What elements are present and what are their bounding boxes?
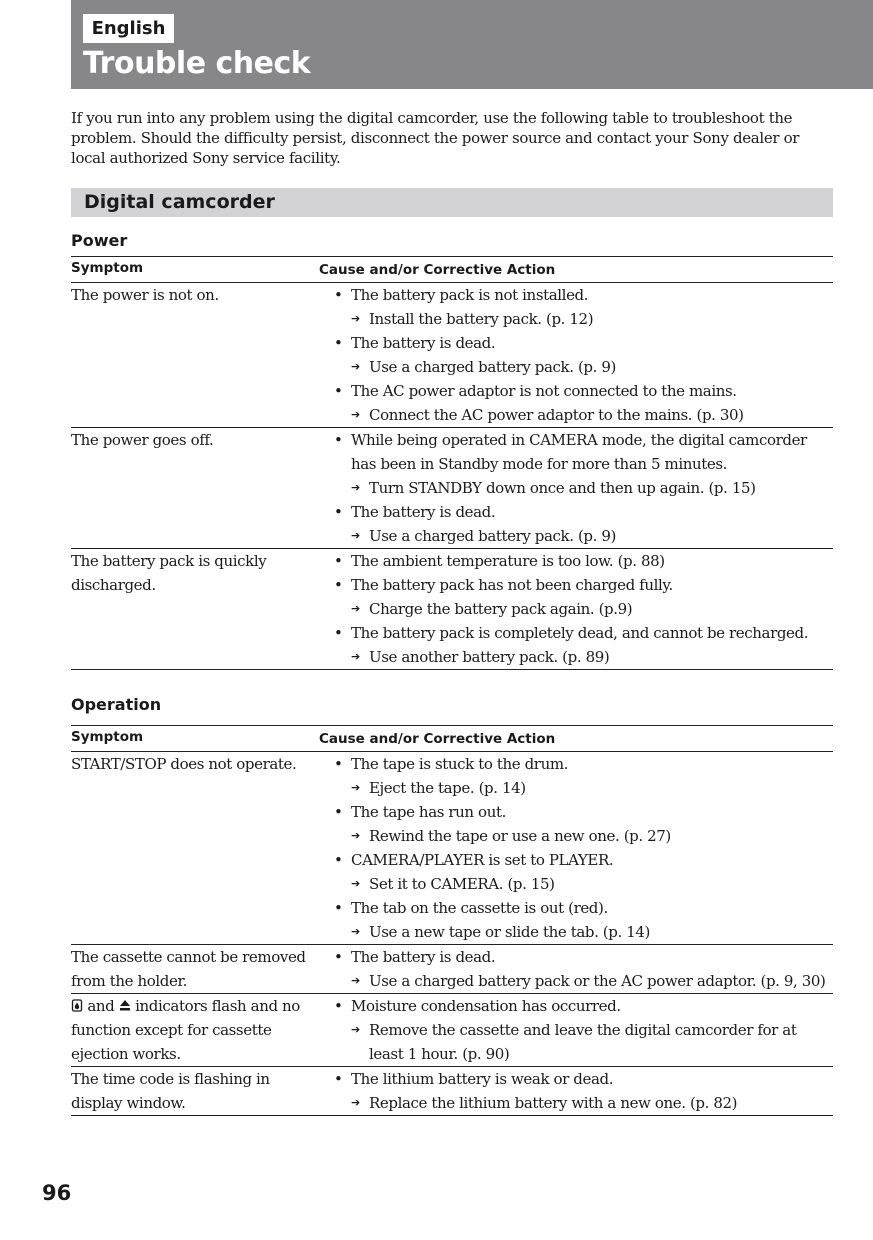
action-text: Replace the lithium battery with a new one. (p. 82) [369,1094,738,1112]
bullet-mark: • [334,997,343,1015]
cause-text: The ambient temperature is too low. (p. 88) [351,552,665,570]
action-text: Install the battery pack. (p. 12) [369,310,594,328]
cause-item [319,752,833,776]
cause-cell [319,283,833,427]
bullet-mark: • [334,1070,343,1088]
cause-text: The tape has run out. [351,803,506,821]
bullet-mark: • [334,286,343,304]
power-table [71,256,833,670]
symptom-cell [71,752,319,944]
arrow-icon: ➔ [351,877,360,890]
action-text: Eject the tape. (p. 14) [369,779,526,797]
action-text: Connect the AC power adaptor to the mains. (p. 30) [369,406,744,424]
symptom-header: Symptom [71,260,144,276]
arrow-icon: ➔ [351,781,360,794]
operation-heading: Operation [71,695,162,714]
cause-header: Cause and/or Corrective Action [319,262,556,278]
bullet-mark: • [334,382,343,400]
arrow-icon: ➔ [351,360,360,373]
corrective-action [319,969,833,993]
bullet-mark: • [334,576,343,594]
symptom-text: The power goes off. [71,431,214,449]
cause-item [319,379,833,403]
bullet-mark: • [334,624,343,642]
symptom-text: indicators flash and no function except for cassette ejection works. [71,997,300,1063]
cause-text: While being operated in CAMERA mode, the digital camcorder has been in Standby mode for more than 5 minutes. [351,431,807,473]
bullet-mark: • [334,899,343,917]
bullet-mark: • [334,552,343,570]
cause-item [319,848,833,872]
cause-text: The battery is dead. [351,334,496,352]
cause-text: The lithium battery is weak or dead. [351,1070,614,1088]
cause-text: The battery pack is completely dead, and cannot be recharged. [351,624,809,642]
bullet-mark: • [334,803,343,821]
arrow-icon: ➔ [351,529,360,542]
header-banner [71,0,873,89]
bullet-mark: • [334,334,343,352]
table-row [71,993,833,1066]
cause-item [319,549,833,573]
cause-cell [319,428,833,548]
table-header [71,257,833,283]
bullet-mark: • [334,431,343,449]
cause-item [319,428,833,476]
bullet-mark: • [334,851,343,869]
page-title: Trouble check [83,46,311,81]
operation-table [71,725,833,1116]
corrective-action [319,524,833,548]
corrective-action [319,920,833,944]
corrective-action [319,476,833,500]
symptom-and: and [87,997,115,1015]
section-title: Digital camcorder [84,191,275,213]
cause-item [319,283,833,307]
action-text: Use a charged battery pack or the AC power adaptor. (p. 9, 30) [369,972,826,990]
cause-text: The battery is dead. [351,503,496,521]
action-text: Use a new tape or slide the tab. (p. 14) [369,923,650,941]
page-number: 96 [42,1181,72,1205]
arrow-icon: ➔ [351,602,360,615]
cause-text: Moisture condensation has occurred. [351,997,621,1015]
table-row [71,1066,833,1115]
cause-item [319,573,833,597]
symptom-text: The time code is flashing in display window. [71,1070,270,1112]
cause-cell [319,1067,833,1115]
cause-item [319,800,833,824]
arrow-icon: ➔ [351,974,360,987]
action-text: Turn STANDBY down once and then up again. (p. 15) [369,479,756,497]
cause-text: The tab on the cassette is out (red). [351,899,608,917]
cause-cell [319,549,833,669]
action-text: Rewind the tape or use a new one. (p. 27) [369,827,671,845]
corrective-action [319,307,833,331]
cause-text: The battery pack is not installed. [351,286,589,304]
symptom-cell [71,945,319,993]
arrow-icon: ➔ [351,1096,360,1109]
action-text: Use a charged battery pack. (p. 9) [369,358,616,376]
corrective-action [319,824,833,848]
moisture-icon [71,999,83,1012]
cause-item [319,331,833,355]
symptom-text: The cassette cannot be removed from the holder. [71,948,306,990]
symptom-text: The battery pack is quickly discharged. [71,552,267,594]
arrow-icon: ➔ [351,650,360,663]
symptom-cell [71,1067,319,1115]
symptom-cell [71,549,319,669]
cause-text: The AC power adaptor is not connected to the mains. [351,382,737,400]
corrective-action [319,355,833,379]
cause-item [319,896,833,920]
cause-cell [319,945,833,993]
cause-item [319,500,833,524]
action-text: Remove the cassette and leave the digital camcorder for at least 1 hour. (p. 90) [369,1021,797,1063]
bullet-mark: • [334,503,343,521]
eject-icon [119,999,131,1012]
table-body [71,283,833,669]
power-heading: Power [71,231,128,250]
table-header [71,726,833,752]
corrective-action [319,776,833,800]
symptom-text: The power is not on. [71,286,219,304]
bullet-mark: • [334,948,343,966]
table-row [71,944,833,993]
arrow-icon: ➔ [351,408,360,421]
table-row [71,752,833,944]
table-row [71,548,833,669]
cause-text: CAMERA/PLAYER is set to PLAYER. [351,851,614,869]
cause-text: The battery is dead. [351,948,496,966]
corrective-action [319,1091,833,1115]
arrow-icon: ➔ [351,829,360,842]
arrow-icon: ➔ [351,312,360,325]
cause-item [319,945,833,969]
cause-text: The tape is stuck to the drum. [351,755,569,773]
symptom-cell [71,428,319,548]
symptom-header: Symptom [71,729,144,745]
intro-paragraph: If you run into any problem using the digital camcorder, use the following table to troubleshoot the problem. Should the difficulty persist, disconnect the power source and contact your Sony dealer or local authorized Sony service facility. [71,109,800,167]
corrective-action [319,872,833,896]
corrective-action [319,645,833,669]
arrow-icon: ➔ [351,925,360,938]
table-body [71,752,833,1115]
action-text: Use a charged battery pack. (p. 9) [369,527,616,545]
cause-cell [319,994,833,1066]
table-row [71,427,833,548]
action-text: Set it to CAMERA. (p. 15) [369,875,555,893]
symptom-cell [71,283,319,427]
section-bar [71,188,833,217]
language-tag: English [83,14,174,43]
arrow-icon: ➔ [351,1023,360,1036]
corrective-action [319,403,833,427]
bullet-mark: • [334,755,343,773]
cause-cell [319,752,833,944]
table-row [71,283,833,427]
action-text: Charge the battery pack again. (p.9) [369,600,633,618]
cause-text: The battery pack has not been charged fully. [351,576,673,594]
corrective-action [319,1018,833,1066]
corrective-action [319,597,833,621]
arrow-icon: ➔ [351,481,360,494]
action-text: Use another battery pack. (p. 89) [369,648,610,666]
cause-header: Cause and/or Corrective Action [319,731,556,747]
cause-item [319,1067,833,1091]
symptom-cell [71,994,319,1066]
symptom-text: START/STOP does not operate. [71,755,297,773]
cause-item [319,994,833,1018]
cause-item [319,621,833,645]
